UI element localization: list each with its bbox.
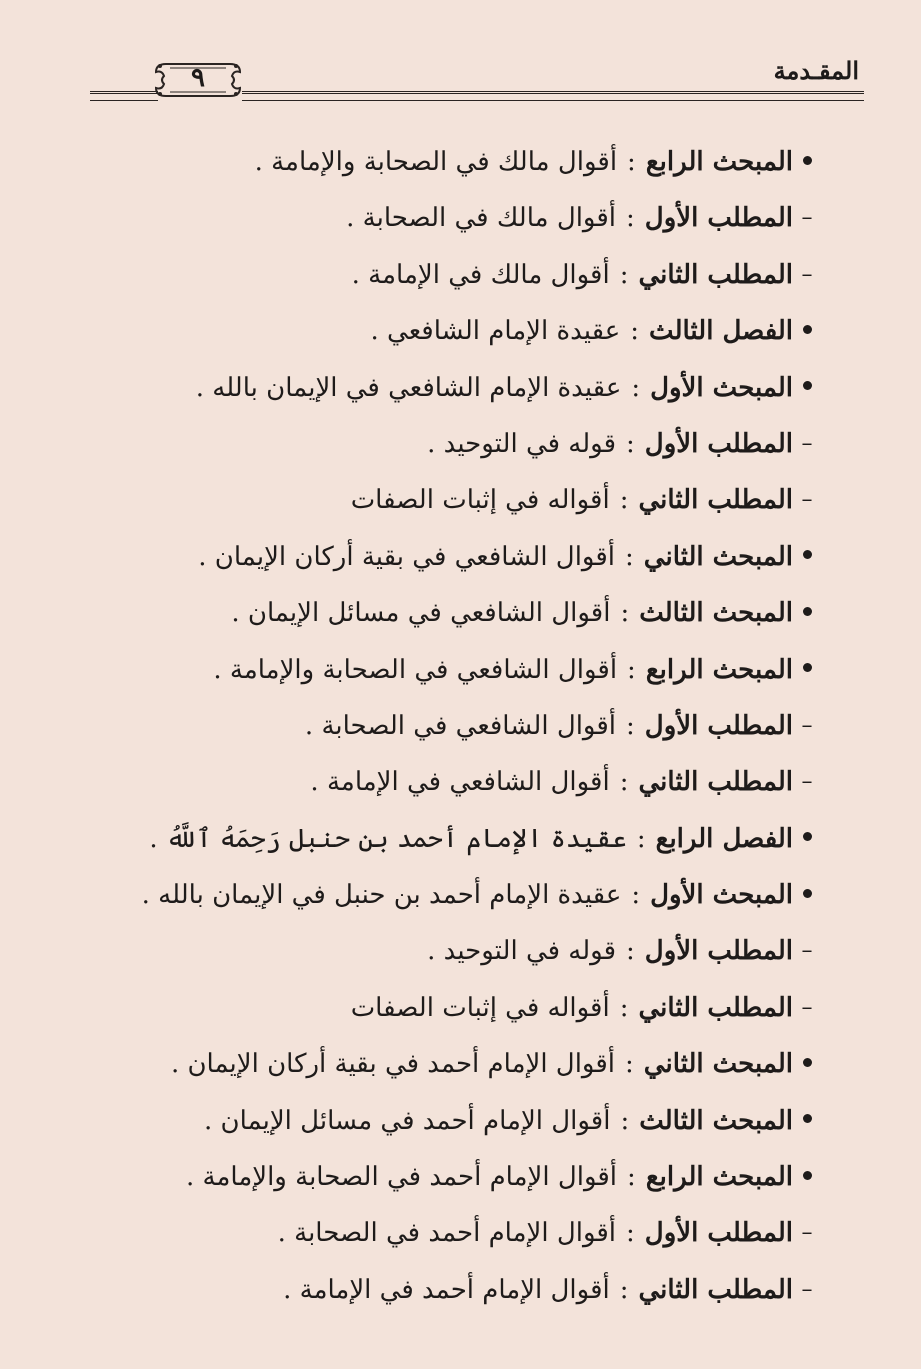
entry-text: أقوال مالك في الصحابة والإمامة . — [254, 147, 618, 177]
entry-separator: : — [625, 541, 634, 572]
entry-label: المطلب الثاني — [638, 767, 793, 798]
entry-separator: : — [627, 147, 636, 177]
header-rule-right-thin — [242, 100, 864, 101]
contents-entry — [101, 648, 821, 704]
entry-separator: : — [631, 372, 641, 403]
bullet-icon — [793, 817, 821, 861]
bullet-icon — [793, 1042, 821, 1086]
contents-entry — [101, 309, 821, 365]
contents-entry — [101, 1042, 821, 1098]
entry-text: أقوال مالك في الإمامة . — [351, 259, 610, 290]
bullet-dot-icon — [803, 325, 812, 334]
bullet-dot-icon — [803, 1058, 812, 1067]
header-rule-left — [90, 91, 158, 94]
entry-separator: : — [626, 710, 635, 741]
entry-separator: : — [627, 654, 636, 685]
entry-label: الفصل الرابع — [655, 823, 793, 854]
entry-text: عقيدة الإمام أحمد بن حنبل رَحِمَهُ ٱللَّهُ . — [149, 823, 627, 854]
bullet-dot-icon — [803, 381, 812, 390]
entry-separator: : — [626, 1218, 635, 1249]
entry-text: أقوال الإمام أحمد في الإمامة . — [283, 1274, 610, 1305]
header-rule-right — [242, 91, 864, 94]
dash-icon: – — [801, 994, 813, 1020]
entry-text: قوله في التوحيد . — [427, 428, 617, 459]
bullet-dot-icon — [803, 1171, 812, 1180]
entry-label: المبحث الأول — [650, 880, 793, 911]
entry-label: المبحث الثالث — [639, 1105, 793, 1136]
contents-entry — [101, 478, 821, 534]
bullet-dot-icon — [803, 663, 812, 672]
entry-separator: : — [619, 259, 629, 290]
bullet-dot-icon — [803, 607, 812, 616]
entry-separator: : — [627, 1162, 636, 1193]
page-number: ٩ — [191, 63, 205, 93]
entry-text: أقوال الشافعي في مسائل الإيمان . — [231, 598, 611, 629]
contents-entry — [101, 873, 821, 929]
bullet-dot-icon — [803, 156, 812, 165]
entry-text: أقوال الإمام أحمد في مسائل الإيمان . — [204, 1105, 611, 1136]
entry-text: أقوال الإمام أحمد في الصحابة . — [277, 1218, 617, 1249]
dash-icon: – — [801, 1220, 813, 1246]
entry-text: أقوال الشافعي في بقية أركان الإيمان . — [198, 541, 616, 572]
bullet-icon — [793, 309, 821, 353]
entry-text: أقواله في إثبات الصفات — [350, 485, 610, 516]
dash-icon: – — [801, 205, 813, 231]
entry-label: المبحث الأول — [650, 372, 793, 403]
entry-separator: : — [619, 485, 629, 516]
contents-entry — [101, 196, 821, 252]
entry-label: المطلب الثاني — [638, 992, 793, 1023]
entry-text: قوله في التوحيد . — [427, 936, 617, 967]
entry-label: الفصل الثالث — [649, 316, 793, 347]
contents-entry — [101, 253, 821, 309]
contents-entry — [101, 704, 821, 760]
contents-entry — [101, 929, 821, 985]
entry-text: أقوال الشافعي في الصحابة . — [304, 710, 617, 741]
entry-separator: : — [625, 1049, 634, 1080]
entry-text: عقيدة الإمام الشافعي . — [370, 316, 621, 347]
dash-icon: – — [801, 261, 813, 287]
bullet-dot-icon — [803, 1114, 812, 1123]
entry-label: المبحث الثاني — [643, 541, 793, 572]
entry-separator: : — [626, 428, 635, 459]
contents-entry — [101, 366, 821, 422]
entry-text: أقواله في إثبات الصفات — [350, 992, 610, 1023]
entry-separator: : — [626, 936, 635, 967]
bullet-dot-icon — [803, 832, 812, 841]
bullet-icon — [793, 591, 821, 635]
bullet-icon — [793, 873, 821, 917]
bullet-icon — [793, 648, 821, 692]
entry-label: المطلب الأول — [644, 203, 793, 234]
entry-text: أقوال مالك في الصحابة . — [346, 203, 617, 234]
dash-icon: – — [801, 1276, 813, 1302]
contents-entry — [101, 986, 821, 1042]
entry-label: المبحث الرابع — [645, 654, 793, 685]
entry-label: المبحث الثالث — [639, 598, 793, 629]
bullet-icon — [793, 1099, 821, 1143]
header-rule-left-thin — [90, 100, 158, 101]
entry-label: المطلب الأول — [644, 936, 793, 967]
entry-text: عقيدة الإمام الشافعي في الإيمان بالله . — [195, 372, 622, 403]
entry-separator: : — [631, 880, 641, 911]
bullet-icon — [793, 366, 821, 410]
entry-label: المبحث الرابع — [645, 1162, 793, 1193]
running-title: المقـدمة — [773, 56, 859, 85]
bullet-icon — [793, 1155, 821, 1199]
contents-entry — [101, 591, 821, 647]
entry-text: أقوال الإمام أحمد في بقية أركان الإيمان . — [170, 1049, 616, 1080]
dash-icon: – — [801, 938, 813, 964]
contents-entry — [101, 1099, 821, 1155]
bullet-icon — [793, 535, 821, 579]
entry-label: المطلب الثاني — [638, 485, 793, 516]
entry-text: عقيدة الإمام أحمد بن حنبل في الإيمان بالله . — [141, 880, 622, 911]
entry-text: أقوال الإمام أحمد في الصحابة والإمامة . — [186, 1162, 618, 1193]
contents-entry — [101, 422, 821, 478]
entry-separator: : — [619, 1274, 629, 1305]
entry-separator: : — [630, 316, 640, 347]
contents-entry — [101, 1268, 821, 1324]
contents-entry — [101, 760, 821, 816]
entry-label: المطلب الثاني — [638, 1274, 793, 1305]
entry-separator: : — [620, 598, 630, 629]
entry-separator: : — [636, 823, 646, 854]
entry-separator: : — [620, 1105, 630, 1136]
entry-separator: : — [619, 992, 629, 1023]
contents-entry — [101, 1211, 821, 1267]
dash-icon: – — [801, 487, 813, 513]
contents-entry — [101, 817, 821, 873]
entry-label: المطلب الأول — [644, 428, 793, 459]
dash-icon: – — [801, 712, 813, 738]
contents-entry — [101, 140, 821, 196]
dash-icon: – — [801, 430, 813, 456]
entry-label: المطلب الأول — [644, 1218, 793, 1249]
contents-entry — [101, 535, 821, 591]
bullet-dot-icon — [803, 550, 812, 559]
entry-label: المطلب الأول — [644, 710, 793, 741]
entry-label: المبحث الرابع — [645, 147, 793, 177]
dash-icon: – — [801, 769, 813, 795]
entry-separator: : — [619, 767, 629, 798]
entry-text: أقوال الشافعي في الإمامة . — [310, 767, 610, 798]
contents-entry — [101, 1155, 821, 1211]
entry-label: المبحث الثاني — [643, 1049, 793, 1080]
entry-separator: : — [626, 203, 635, 234]
entry-label: المطلب الثاني — [638, 259, 793, 290]
entry-text: أقوال الشافعي في الصحابة والإمامة . — [213, 654, 618, 685]
bullet-dot-icon — [803, 889, 812, 898]
contents-list — [101, 140, 821, 1324]
bullet-icon — [793, 140, 821, 184]
